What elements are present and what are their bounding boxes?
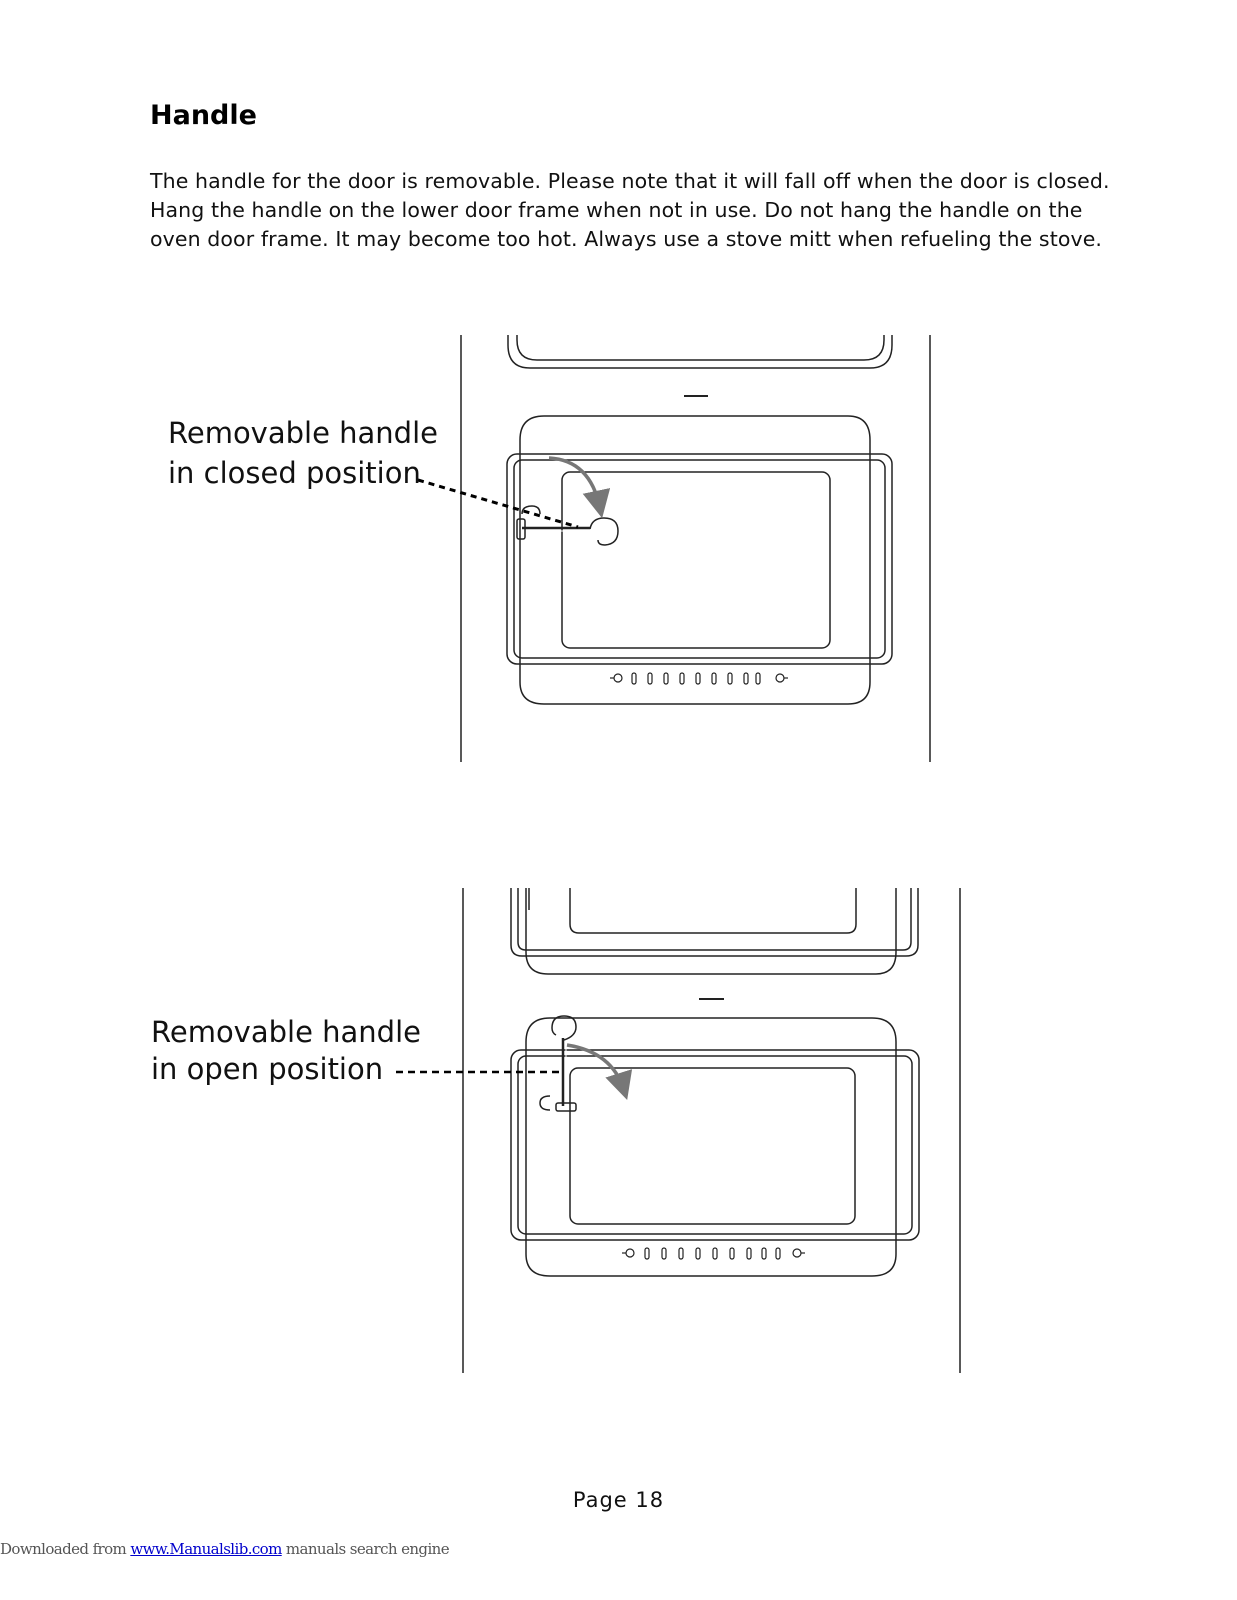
label-closed-line1: Removable handle (168, 416, 438, 450)
label-open-line1: Removable handle (151, 1015, 421, 1049)
manualslib-link[interactable]: www.Manualslib.com (130, 1540, 282, 1558)
label-open-position (151, 1014, 421, 1088)
footer-suffix: manuals search engine (281, 1540, 449, 1558)
page-number: Page 18 (572, 1488, 665, 1512)
section-heading: Handle (150, 100, 257, 131)
label-open-line2: in open position (151, 1052, 384, 1086)
label-closed-line2: in closed position (168, 456, 421, 490)
download-footer (0, 1540, 449, 1558)
body-paragraph: The handle for the door is removable. Please note that it will fall off when the door is closed. Hang the handle on the lower door frame when not in use. Do not hang the handle on the oven door frame. It may become too hot. Always use a stove mitt when refueling the stove. (150, 169, 1110, 251)
footer-prefix: Downloaded from (0, 1540, 131, 1558)
